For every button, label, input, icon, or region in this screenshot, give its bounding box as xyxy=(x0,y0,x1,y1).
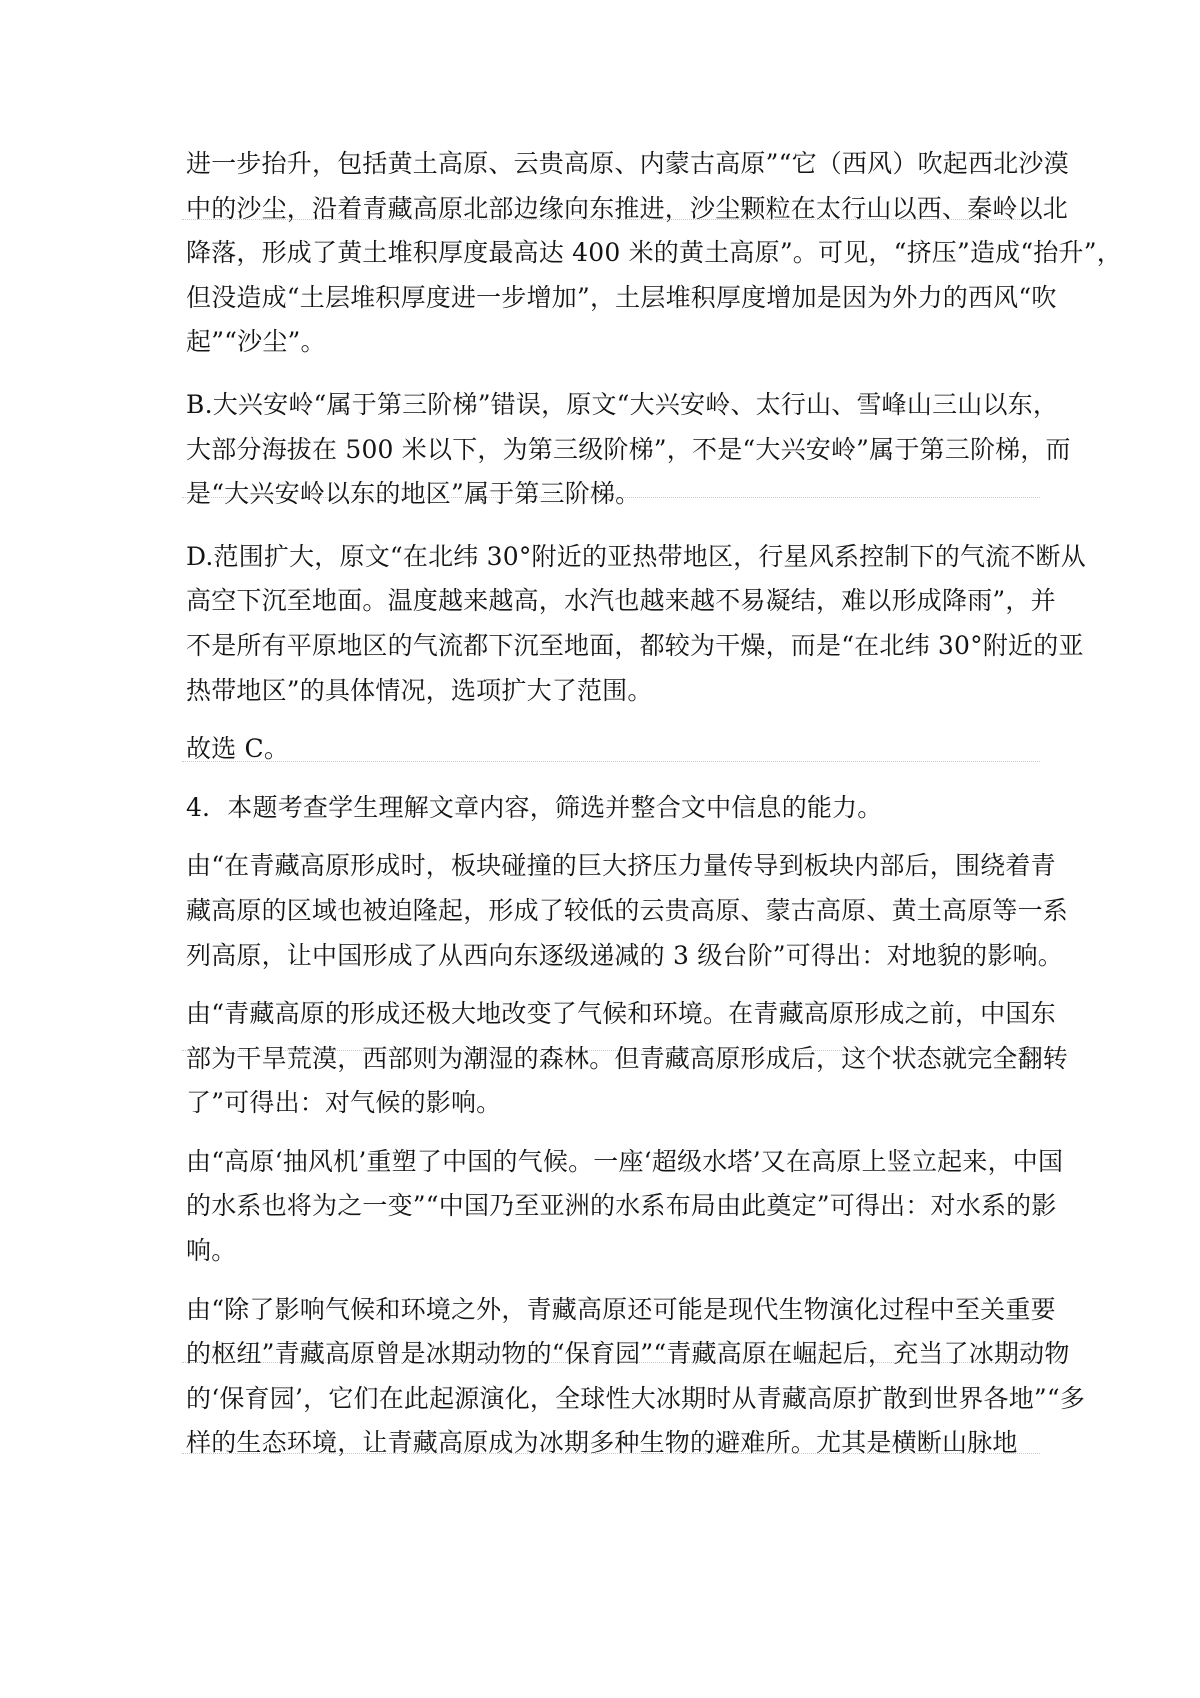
text-line: 故选 C。 xyxy=(186,734,290,764)
text-line: 由“在青藏高原形成时，板块碰撞的巨大挤压力量传导到板块内部后，围绕着青 xyxy=(186,851,1056,881)
text-line: 由“除了影响气候和环境之外，青藏高原还可能是现代生物演化过程中至关重要 xyxy=(186,1294,1056,1324)
paragraph-answer xyxy=(186,727,1036,772)
paragraph-landform xyxy=(186,844,1069,978)
text-line: 的枢纽”青藏高原曾是冰期动物的“保育园”“青藏高原在崛起后，充当了冰期动物 xyxy=(186,1339,1070,1369)
paragraph-option-d xyxy=(186,535,1086,713)
paragraph-option-b xyxy=(186,383,1071,517)
paragraph-biology xyxy=(186,1288,1086,1466)
text-line: 高空下沉至地面。温度越来越高，水汽也越来越不易凝结，难以形成降雨”，并 xyxy=(186,586,1056,616)
text-line: 热带地区”的具体情况，选项扩大了范围。 xyxy=(186,675,653,705)
text-line: 部为干旱荒漠，西部则为潮湿的森林。但青藏高原形成后，这个状态就完全翻转 xyxy=(186,1043,1069,1073)
paragraph-water-system xyxy=(186,1140,1064,1274)
paragraph-loess-explanation xyxy=(186,142,1122,365)
text-line: 是“大兴安岭以东的地区”属于第三阶梯。 xyxy=(186,479,641,509)
text-line: 中的沙尘，沿着青藏高原北部边缘向东推进，沙尘颗粒在太行山以西、秦岭以北 xyxy=(186,193,1069,223)
text-line: 样的生态环境，让青藏高原成为冰期多种生物的避难所。尤其是横断山脉地 xyxy=(186,1428,1018,1458)
document-body xyxy=(186,142,1122,1466)
paragraph-climate xyxy=(186,992,1069,1126)
text-line: 降落，形成了黄土堆积厚度最高达 400 米的黄土高原”。可见，“挤压”造成“抬升”， xyxy=(186,238,1122,268)
text-line: 由“青藏高原的形成还极大地改变了气候和环境。在青藏高原形成之前，中国东 xyxy=(186,999,1056,1029)
text-line: 藏高原的区域也被迫隆起，形成了较低的云贵高原、蒙古高原、黄土高原等一系 xyxy=(186,895,1069,925)
text-line: 列高原，让中国形成了从西向东逐级递减的 3 级台阶”可得出：对地貌的影响。 xyxy=(186,940,1063,970)
text-line: 不是所有平原地区的气流都下沉至地面，都较为干燥，而是“在北纬 30°附近的亚 xyxy=(186,630,1084,660)
text-line: 的水系也将为之一变”“中国乃至亚洲的水系布局由此奠定”可得出：对水系的影 xyxy=(186,1191,1057,1221)
text-line: B.大兴安岭“属于第三阶梯”错误，原文“大兴安岭、太行山、雪峰山三山以东， xyxy=(186,389,1059,419)
text-line: 响。 xyxy=(186,1236,237,1266)
text-line: 起”“沙尘”。 xyxy=(186,327,326,357)
text-line: 大部分海拔在 500 米以下，为第三级阶梯”，不是“大兴安岭”属于第三阶梯，而 xyxy=(186,434,1071,464)
text-line: 4．本题考查学生理解文章内容，筛选并整合文中信息的能力。 xyxy=(186,792,883,822)
text-line: 的‘保育园’，它们在此起源演化，全球性大冰期时从青藏高原扩散到世界各地”“多 xyxy=(186,1383,1086,1413)
text-line: 由“高原‘抽风机’重塑了中国的气候。一座‘超级水塔’又在高原上竖立起来，中国 xyxy=(186,1146,1064,1176)
text-line: 进一步抬升，包括黄土高原、云贵高原、内蒙古高原”“它（西风）吹起西北沙漠 xyxy=(186,149,1069,178)
text-line: D.范围扩大，原文“在北纬 30°附近的亚热带地区，行星风系控制下的气流不断从 xyxy=(186,541,1086,571)
text-line: 但没造成“土层堆积厚度进一步增加”，土层堆积厚度增加是因为外力的西风“吹 xyxy=(186,282,1057,312)
paragraph-question-4 xyxy=(186,786,1036,831)
text-line: 了”可得出：对气候的影响。 xyxy=(186,1088,502,1118)
